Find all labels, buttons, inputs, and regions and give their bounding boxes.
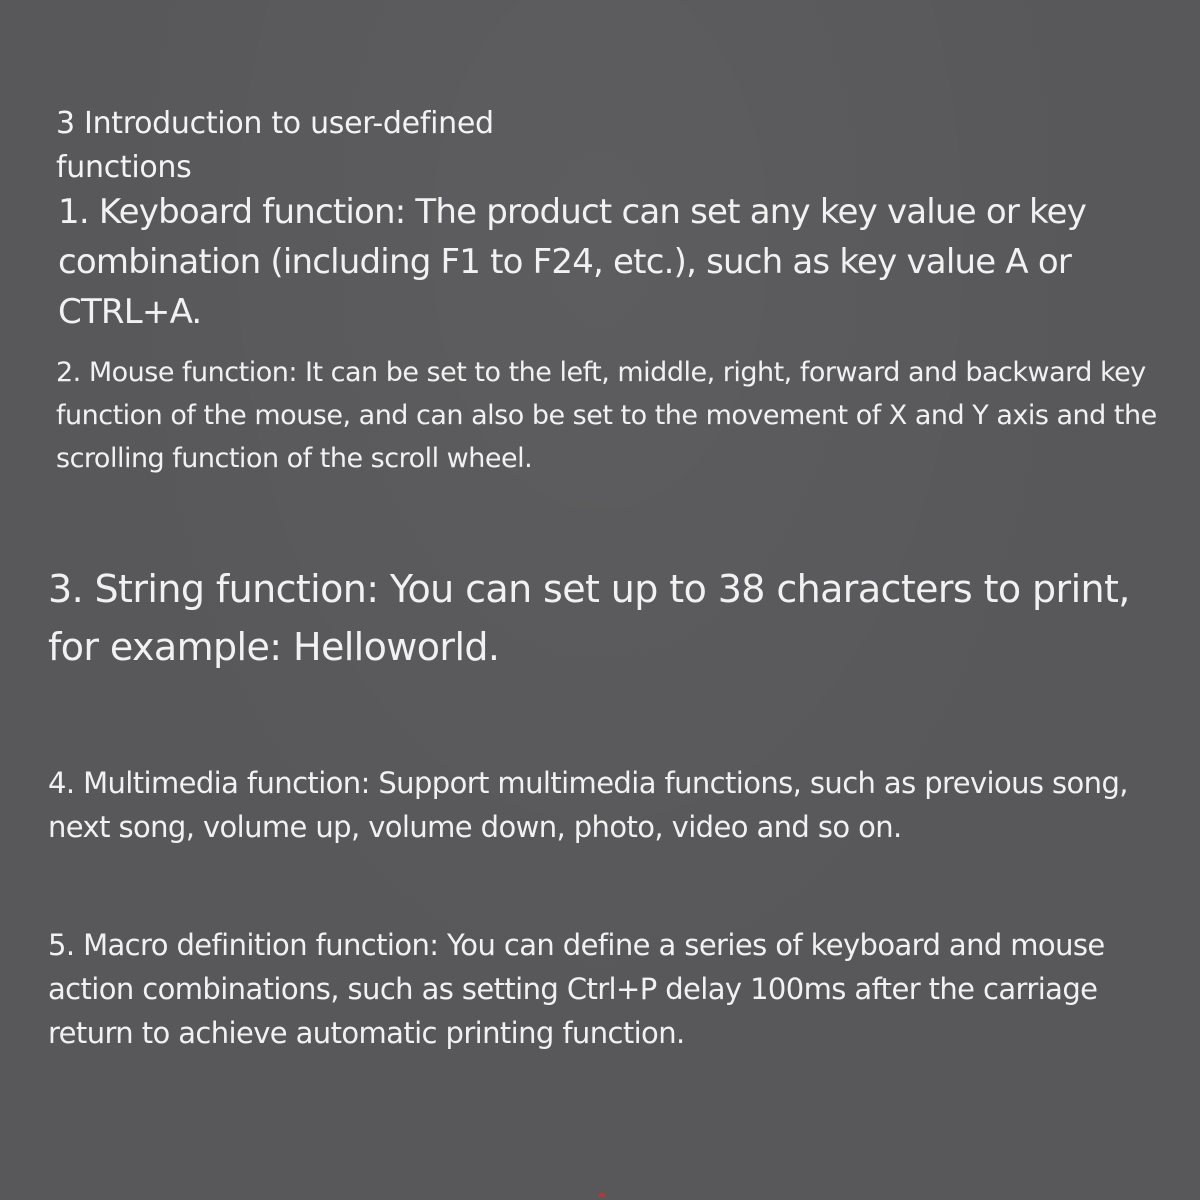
- keyboard-function-paragraph: 1. Keyboard function: The product can set any key value or key combination (including F1 to F24, etc.), such as key value A or CTRL+A.: [58, 192, 1087, 332]
- mouse-function-paragraph: 2. Mouse function: It can be set to the left, middle, right, forward and backward key function of the mouse, and can also be set to the movement of X and Y axis and the scrolling function of the scroll wheel.: [56, 357, 1157, 474]
- multimedia-function-paragraph: 4. Multimedia function: Support multimedia functions, such as previous song, next song, volume up, volume down, photo, video and so on.: [48, 766, 1128, 844]
- macro-function-paragraph: 5. Macro definition function: You can define a series of keyboard and mouse action combinations, such as setting Ctrl+P delay 100ms after the carriage return to achieve automatic printing function.: [48, 928, 1105, 1050]
- section-heading: 3 Introduction to user-defined functions: [56, 106, 494, 185]
- decorative-marker: [598, 1193, 606, 1197]
- string-function-paragraph: 3. String function: You can set up to 38 characters to print, for example: Helloworld.: [48, 567, 1130, 669]
